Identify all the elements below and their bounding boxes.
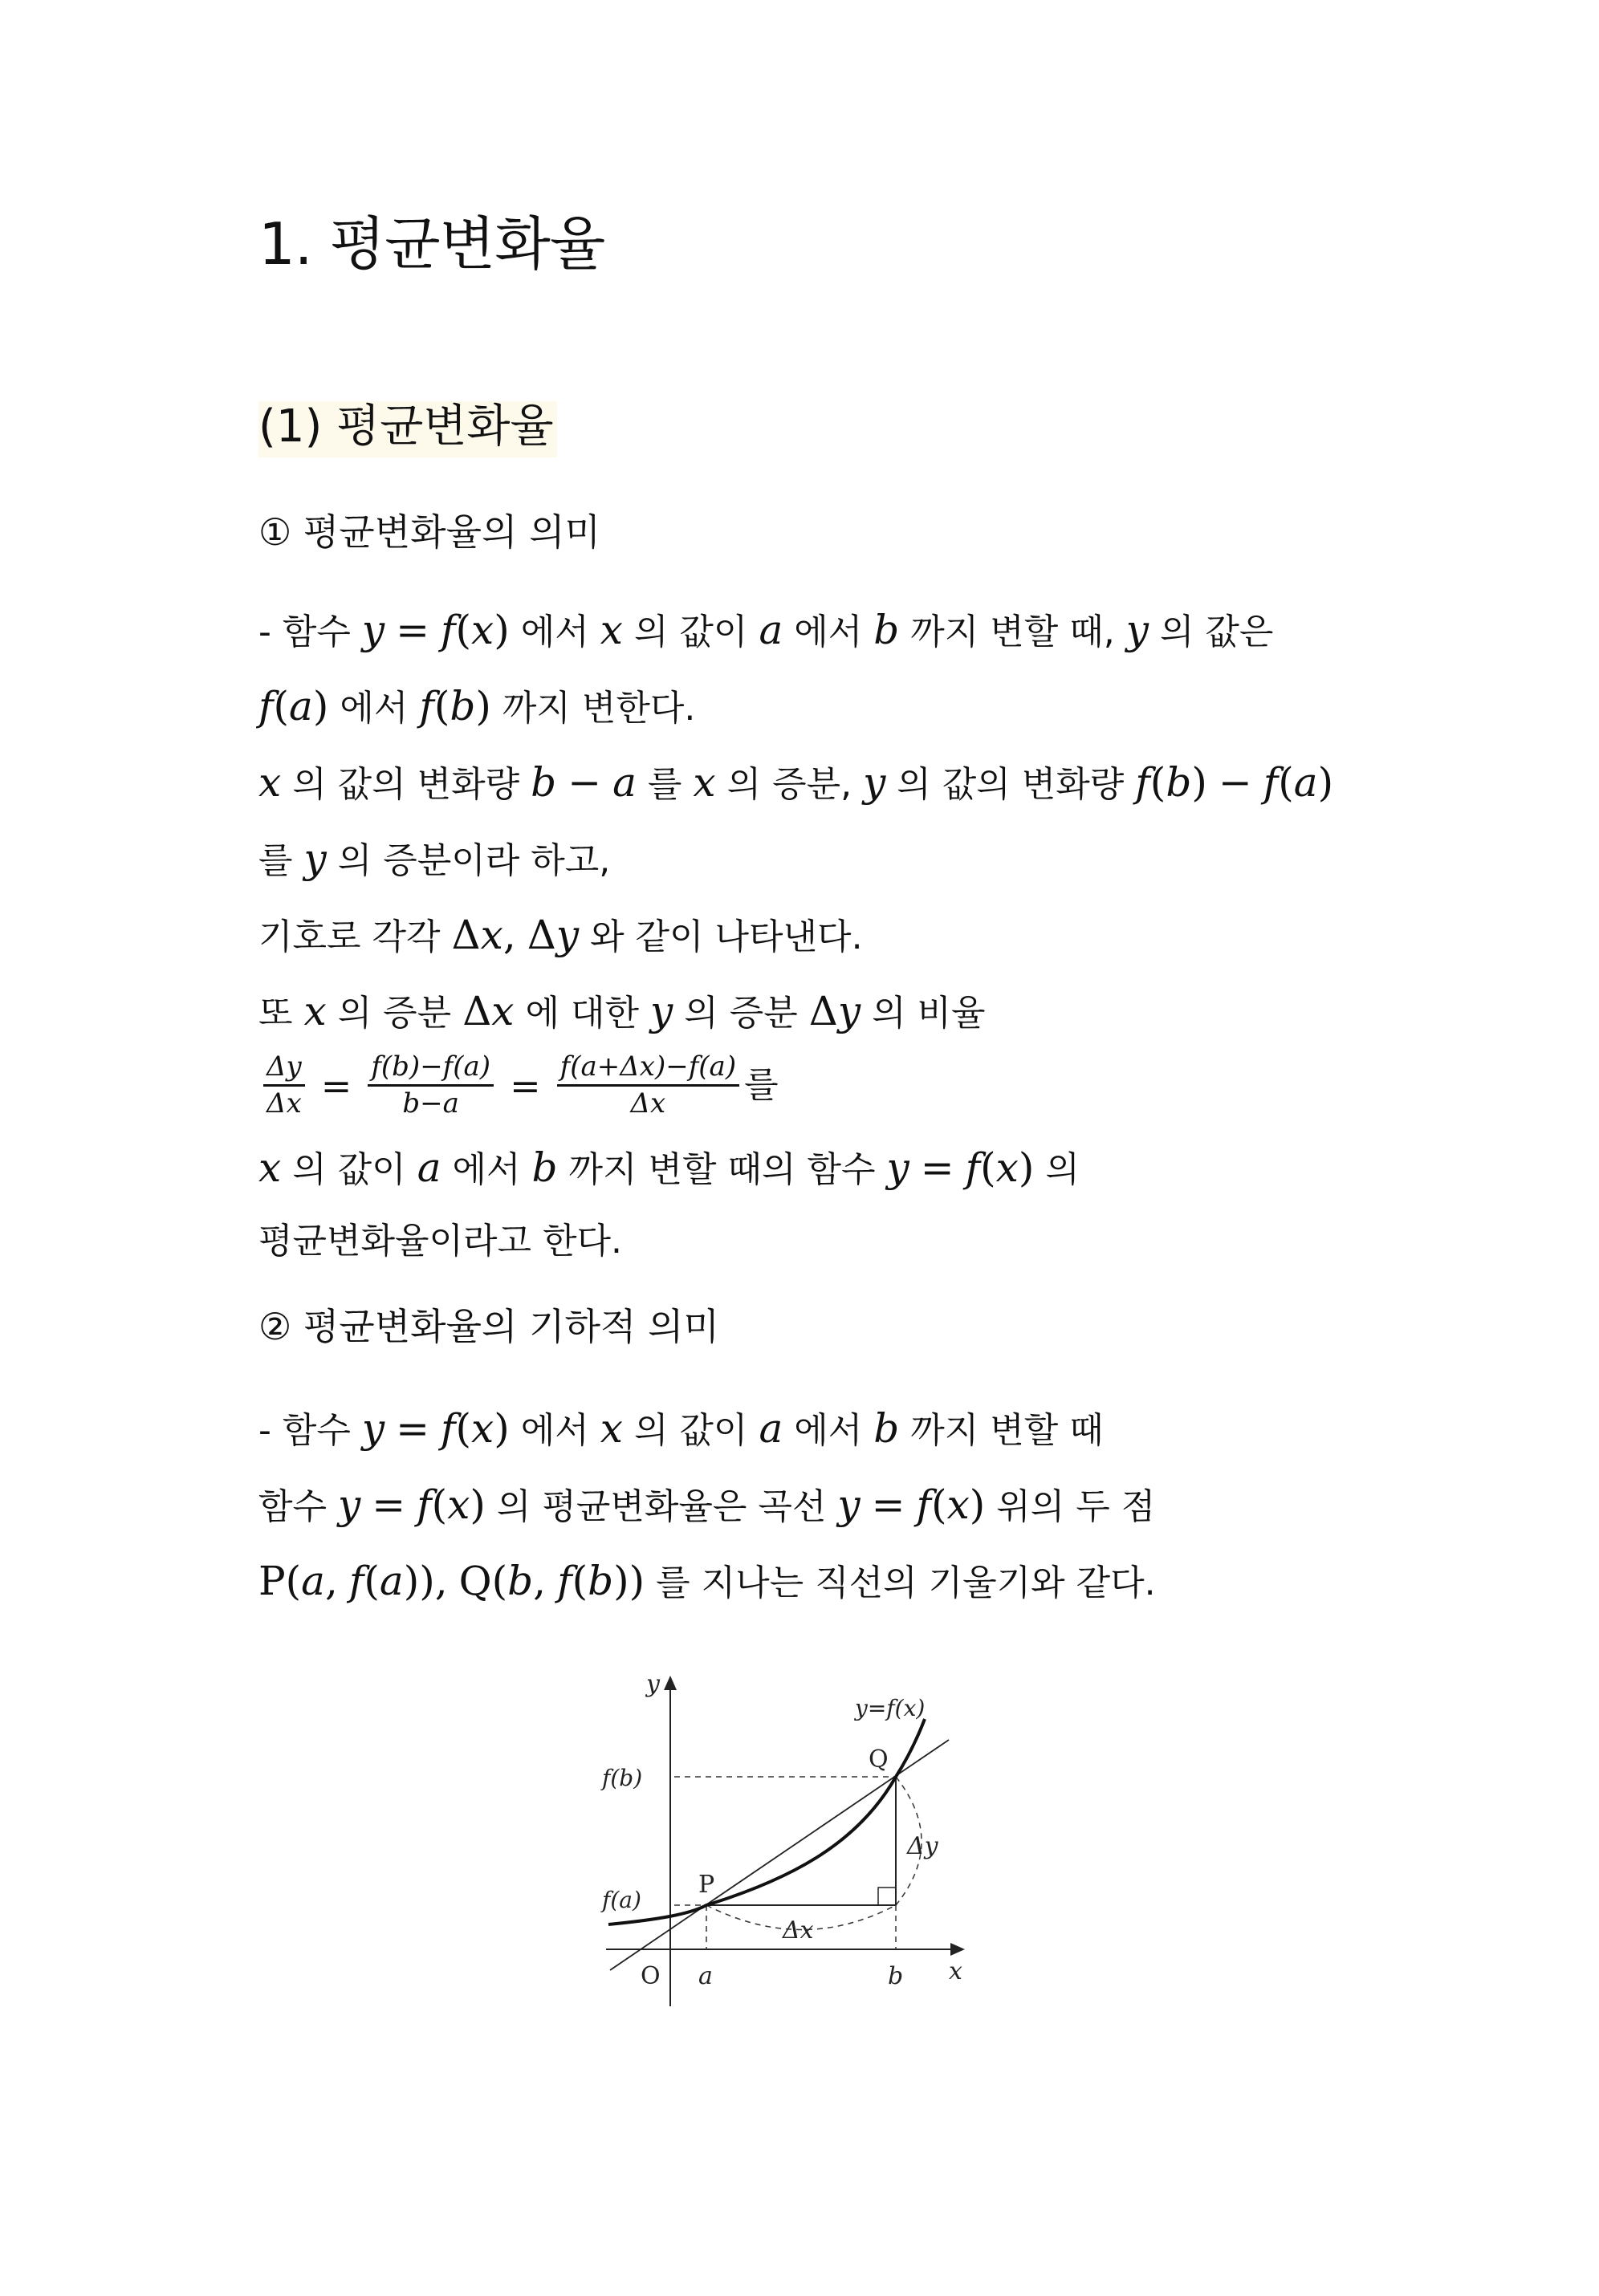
svg-text:x: x [949, 1957, 962, 1985]
section-heading: (1) 평균변화율 [258, 401, 557, 457]
text-line: 평균변화율이라고 한다. [258, 1221, 623, 1262]
svg-text:f(a): f(a) [602, 1887, 641, 1913]
text-line: P(a, f(a)), Q(b, f(b)) 를 지나는 직선의 기울기와 같다. [258, 1558, 1156, 1604]
fraction: $\frac{f(a+\Delta x)-f(a)}{\Delta x}$ [557, 1051, 739, 1120]
subsection-heading-meaning: ① 평균변화율의 의미 [258, 510, 600, 554]
fraction: $\frac{f(b)-f(a)}{b-a}$ [368, 1051, 494, 1120]
fraction: $\frac{\Delta y}{\Delta x}$ [263, 1051, 305, 1120]
text-line: - 함수 y = f(x) 에서 x 의 값이 a 에서 b 까지 변할 때 [258, 1405, 1104, 1452]
svg-text:a: a [698, 1962, 713, 1990]
text-line: - 함수 y = f(x) 에서 x 의 값이 a 에서 b 까지 변할 때, y 의 값은 [258, 607, 1274, 653]
text-line: 를 y 의 증분이라 하고, [258, 835, 611, 882]
svg-text:b: b [888, 1962, 904, 1990]
page-title: 1. 평균변화율 [258, 210, 605, 278]
svg-text:P: P [698, 1871, 715, 1899]
text-line: x 의 값이 a 에서 b 까지 변할 때의 함수 y = f(x) 의 [258, 1144, 1080, 1191]
text-line: 또 x 의 증분 Δx 에 대한 y 의 증분 Δy 의 비율 [258, 988, 986, 1034]
average-rate-diagram [586, 1669, 1019, 2046]
svg-text:y: y [646, 1670, 660, 1698]
svg-text:O: O [641, 1962, 661, 1990]
svg-text:f(b): f(b) [602, 1765, 643, 1791]
svg-text:Δx: Δx [783, 1916, 814, 1944]
subsection-heading-geometric: ② 평균변화율의 기하적 의미 [258, 1305, 719, 1348]
text-line: x 의 값의 변화량 b − a 를 x 의 증분, y 의 값의 변화량 f(b) − f(a) [258, 759, 1334, 806]
average-rate-formula: $\frac{\Delta y}{\Delta x}$ = $\frac{f(b)-f(a)}{b-a}$ = $\frac{f(a+\Delta x)-f(a)}{\Delta x}$ 를 [258, 1051, 779, 1120]
svg-text:y=f(x): y=f(x) [855, 1695, 926, 1721]
svg-text:Δy: Δy [907, 1832, 938, 1860]
text-line: 기호로 각각 Δx, Δy 와 같이 나타낸다. [258, 912, 863, 958]
text-line: 함수 y = f(x) 의 평균변화율은 곡선 y = f(x) 위의 두 점 [258, 1481, 1156, 1528]
svg-text:Q: Q [869, 1745, 889, 1774]
text-line: f(a) 에서 f(b) 까지 변한다. [258, 683, 696, 729]
